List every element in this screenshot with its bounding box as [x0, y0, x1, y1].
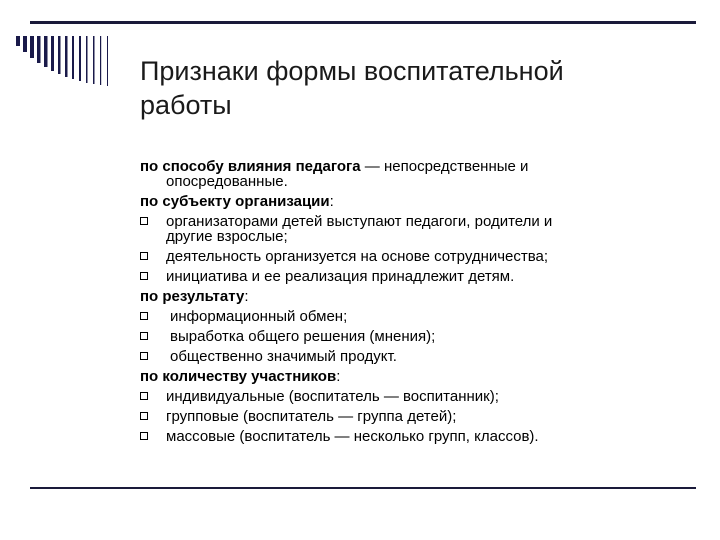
section-heading: по способу влияния педагога [140, 158, 361, 175]
list-item: деятельность организуется на основе сотрудничества; [140, 249, 700, 264]
checkbox-bullet-icon [140, 392, 148, 400]
checkbox-bullet-icon [140, 352, 148, 360]
checkbox-bullet-icon [140, 412, 148, 420]
section-count: по количеству участников: [140, 368, 341, 385]
list-item: массовые (воспитатель — несколько групп, классов). [140, 429, 700, 444]
list-item: групповые (воспитатель — группа детей); [140, 409, 700, 424]
top-rule [30, 21, 696, 24]
title-line-1: Признаки формы воспитательной [140, 56, 564, 86]
section-heading: по результату [140, 288, 245, 305]
checkbox-bullet-icon [140, 312, 148, 320]
list-item: индивидуальные (воспитатель — воспитанник); [140, 389, 700, 404]
decorative-stripes [16, 36, 126, 86]
list-item: выработка общего решения (мнения); [140, 329, 700, 344]
checkbox-bullet-icon [140, 432, 148, 440]
slide-content [140, 159, 700, 449]
section-method [140, 159, 700, 189]
checkbox-bullet-icon [140, 252, 148, 260]
bottom-rule [30, 487, 696, 489]
section-text-cont: опосредованные. [166, 173, 288, 190]
section-subject: по субъекту организации: [140, 193, 334, 210]
slide-title [140, 54, 700, 122]
list-item: организаторами детей выступают педагоги, родители и другие взрослые; [140, 214, 700, 244]
section-result: по результату: [140, 288, 249, 305]
title-line-2: работы [140, 90, 232, 120]
section-text: — непосредственные и [360, 158, 529, 175]
section-heading: по количеству участников [140, 368, 337, 385]
list-item: инициатива и ее реализация принадлежит детям. [140, 269, 700, 284]
section-heading: по субъекту организации [140, 193, 330, 210]
checkbox-bullet-icon [140, 217, 148, 225]
checkbox-bullet-icon [140, 272, 148, 280]
checkbox-bullet-icon [140, 332, 148, 340]
list-item: общественно значимый продукт. [140, 349, 700, 364]
list-item: информационный обмен; [140, 309, 700, 324]
